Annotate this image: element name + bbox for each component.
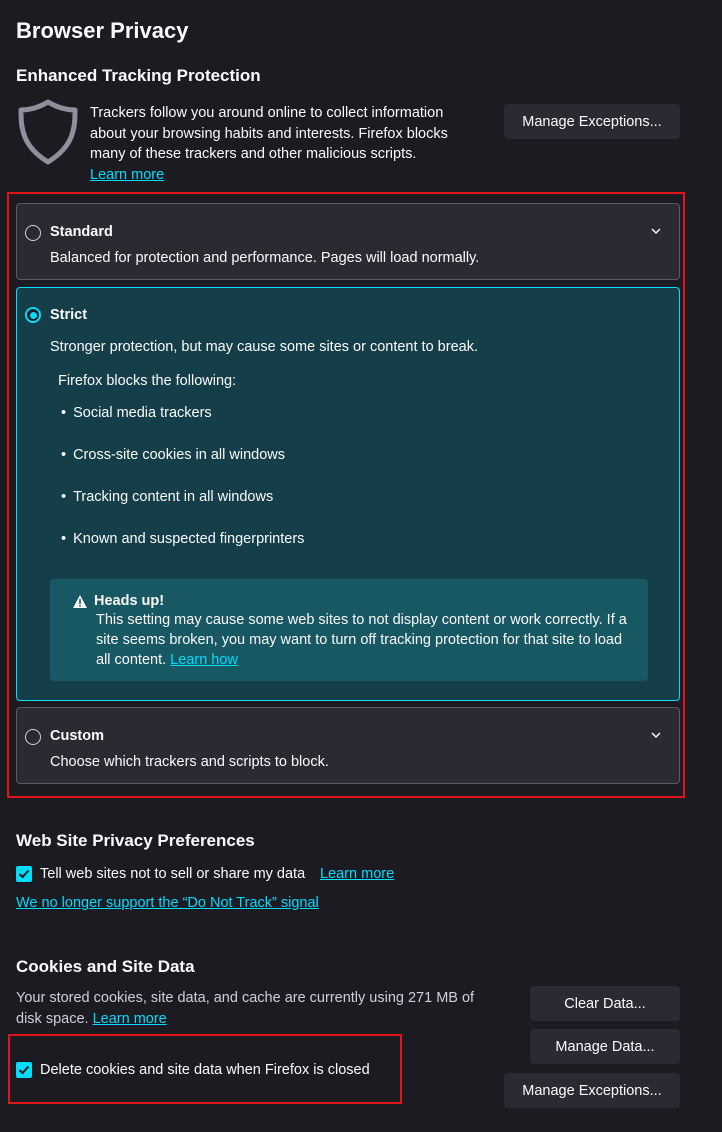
chevron-down-icon[interactable] — [650, 727, 664, 737]
list-item: • Known and suspected fingerprinters — [61, 531, 304, 547]
do-not-sell-label: Tell web sites not to sell or share my data — [40, 866, 306, 882]
option-custom-card[interactable] — [16, 707, 680, 784]
etp-description — [90, 103, 470, 185]
cookies-heading: Cookies and Site Data — [16, 957, 195, 976]
custom-radio[interactable] — [25, 729, 41, 745]
etp-learn-more-link[interactable]: Learn more — [90, 166, 165, 183]
learn-how-link[interactable]: Learn how — [170, 652, 238, 668]
list-item: • Cross-site cookies in all windows — [61, 447, 285, 463]
strict-title: Strict — [50, 307, 88, 323]
privacy-prefs-heading: Web Site Privacy Preferences — [16, 831, 255, 850]
warning-title: Heads up! — [94, 593, 165, 609]
chevron-down-icon[interactable] — [650, 223, 664, 233]
etp-description-text: Trackers follow you around online to collect information about your browsing habits and interests. Firefox blocks many of these trackers and other malicious scripts. — [90, 105, 448, 162]
warning-icon — [72, 594, 88, 609]
standard-description: Balanced for protection and performance. Pages will load normally. — [50, 250, 480, 266]
cookies-manage-exceptions-button[interactable]: Manage Exceptions... — [504, 1073, 680, 1108]
page-title: Browser Privacy — [16, 18, 189, 43]
privacy-learn-more-link[interactable]: Learn more — [320, 866, 395, 882]
clear-data-button[interactable]: Clear Data... — [530, 986, 680, 1021]
standard-radio[interactable] — [25, 225, 41, 241]
option-standard-card[interactable] — [16, 203, 680, 280]
checkmark-icon — [18, 1065, 30, 1075]
standard-title: Standard — [50, 224, 113, 240]
warning-message — [96, 610, 636, 670]
shield-icon — [16, 98, 80, 166]
do-not-sell-checkbox[interactable] — [16, 866, 32, 882]
do-not-track-link[interactable]: We no longer support the “Do Not Track” signal — [16, 895, 319, 911]
delete-on-close-checkbox[interactable] — [16, 1062, 32, 1078]
cookies-learn-more-link[interactable]: Learn more — [92, 1010, 167, 1027]
list-item: • Tracking content in all windows — [61, 489, 273, 505]
checkmark-icon — [18, 869, 30, 879]
cookies-usage-text: Your stored cookies, site data, and cache are currently using 271 MB of disk space. — [16, 990, 475, 1027]
cookies-description — [16, 988, 496, 1029]
strict-blocks-heading: Firefox blocks the following: — [58, 373, 237, 389]
strict-description: Stronger protection, but may cause some sites or content to break. — [50, 339, 478, 355]
list-item: • Social media trackers — [61, 405, 212, 421]
warning-text: This setting may cause some web sites to not display content or work correctly. If a site seems broken, you may want to turn off tracking protection for that site to load all content. — [96, 612, 627, 668]
delete-on-close-label: Delete cookies and site data when Firefox is closed — [40, 1062, 370, 1078]
manage-data-button[interactable]: Manage Data... — [530, 1029, 680, 1064]
strict-radio[interactable] — [25, 307, 41, 323]
custom-description: Choose which trackers and scripts to block. — [50, 754, 329, 770]
manage-exceptions-button[interactable]: Manage Exceptions... — [504, 104, 680, 139]
custom-title: Custom — [50, 728, 104, 744]
etp-heading: Enhanced Tracking Protection — [16, 66, 261, 85]
